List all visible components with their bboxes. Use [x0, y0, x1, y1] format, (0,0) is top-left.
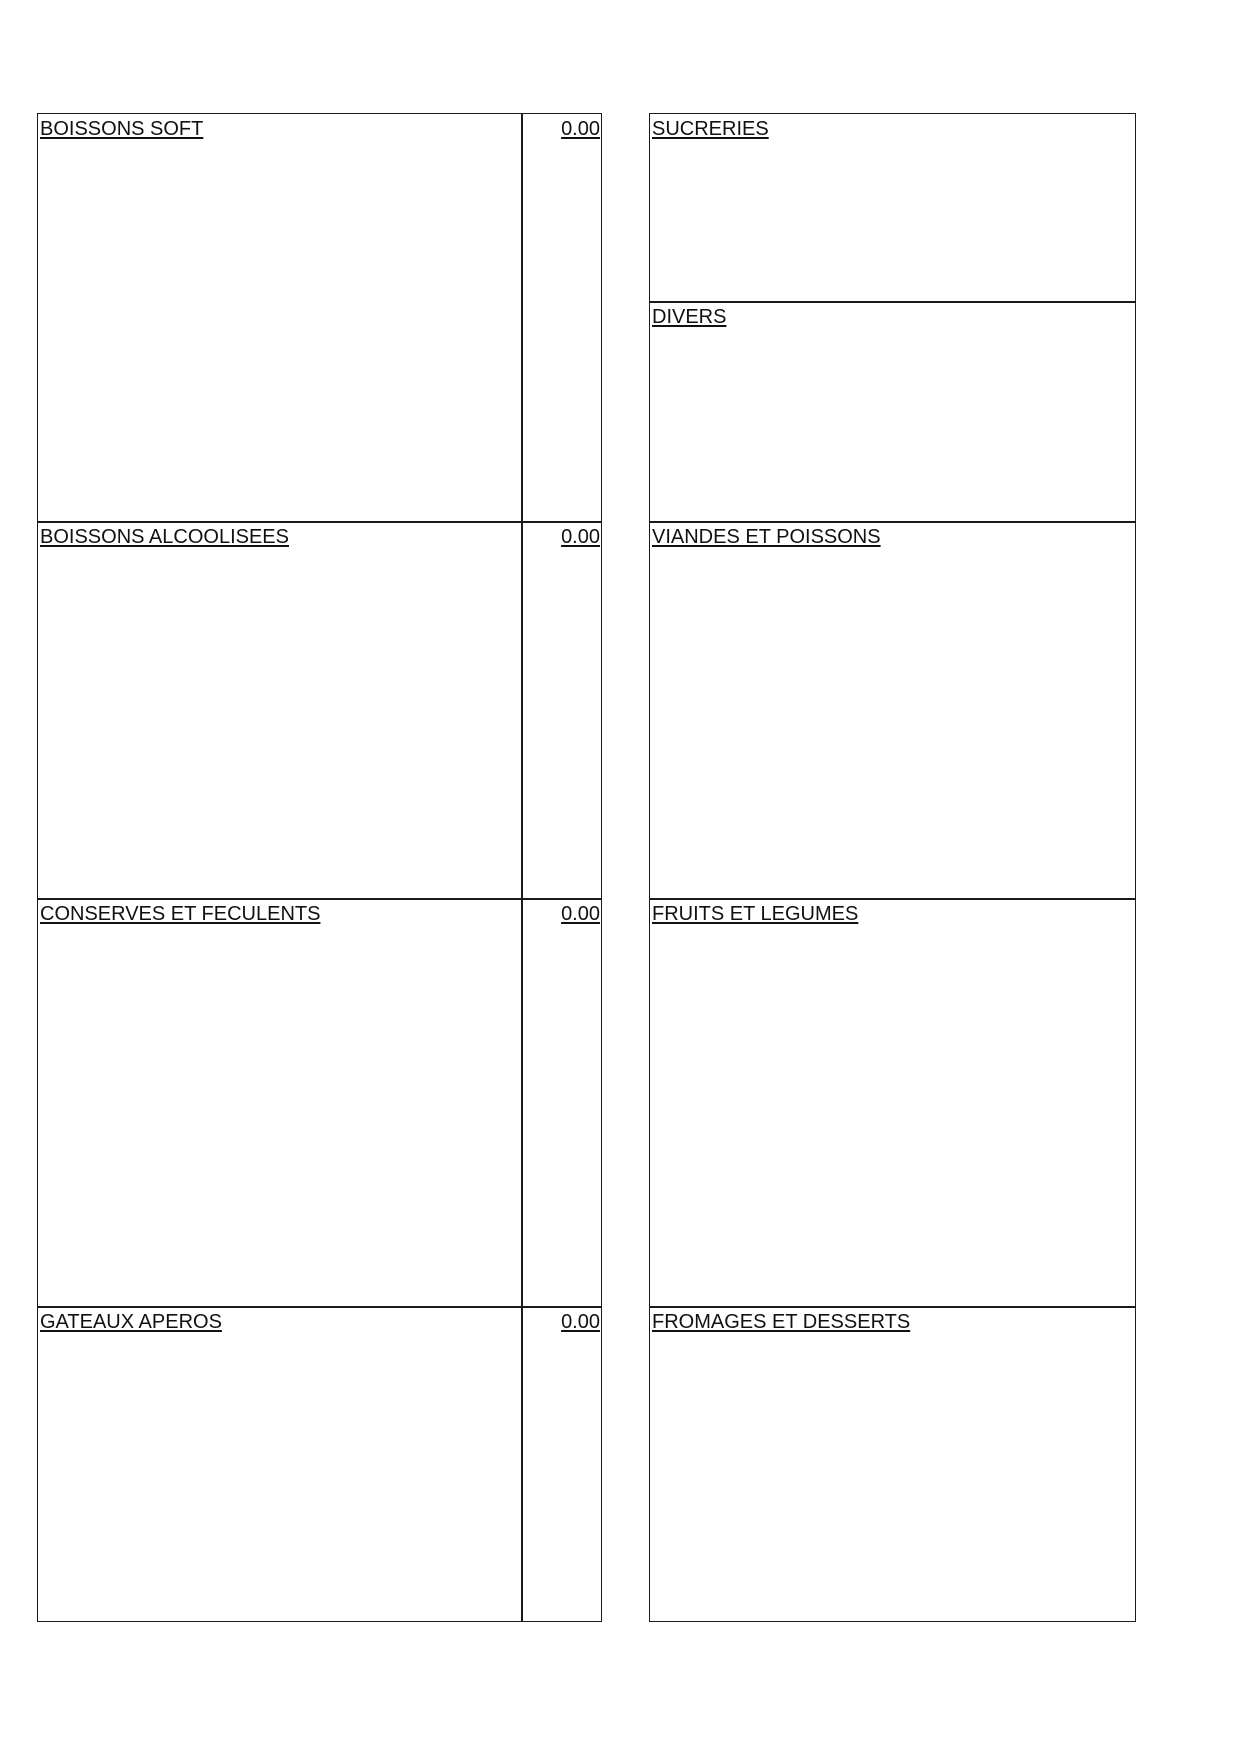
- category-cell-viandes-et-poissons: [649, 521, 1136, 900]
- category-cell-fromages-et-desserts: [649, 1306, 1136, 1622]
- amount-cell-boissons-alcoolisees: [521, 521, 602, 900]
- amount-cell-boissons-soft: [521, 113, 602, 523]
- category-amount-conserves-et-feculents: 0.00: [561, 903, 600, 925]
- category-label-divers: DIVERS: [652, 306, 727, 328]
- category-cell-fruits-et-legumes: [649, 898, 1136, 1308]
- category-label-gateaux-aperos: GATEAUX APEROS: [40, 1311, 222, 1333]
- category-cell-divers: [649, 301, 1136, 523]
- category-label-fromages-et-desserts: FROMAGES ET DESSERTS: [652, 1311, 911, 1333]
- category-cell-boissons-alcoolisees: [37, 521, 523, 900]
- amount-cell-conserves-et-feculents: [521, 898, 602, 1308]
- category-cell-sucreries: [649, 113, 1136, 303]
- category-label-boissons-alcoolisees: BOISSONS ALCOOLISEES: [40, 526, 289, 548]
- amount-cell-gateaux-aperos: [521, 1306, 602, 1622]
- category-label-viandes-et-poissons: VIANDES ET POISSONS: [652, 526, 881, 548]
- category-amount-boissons-soft: 0.00: [561, 118, 600, 140]
- category-cell-gateaux-aperos: [37, 1306, 523, 1622]
- category-cell-boissons-soft: [37, 113, 523, 523]
- category-cell-conserves-et-feculents: [37, 898, 523, 1308]
- category-label-fruits-et-legumes: FRUITS ET LEGUMES: [652, 903, 859, 925]
- category-amount-gateaux-aperos: 0.00: [561, 1311, 600, 1333]
- category-label-boissons-soft: BOISSONS SOFT: [40, 118, 204, 140]
- category-label-sucreries: SUCRERIES: [652, 118, 769, 140]
- category-amount-boissons-alcoolisees: 0.00: [561, 526, 600, 548]
- category-label-conserves-et-feculents: CONSERVES ET FECULENTS: [40, 903, 321, 925]
